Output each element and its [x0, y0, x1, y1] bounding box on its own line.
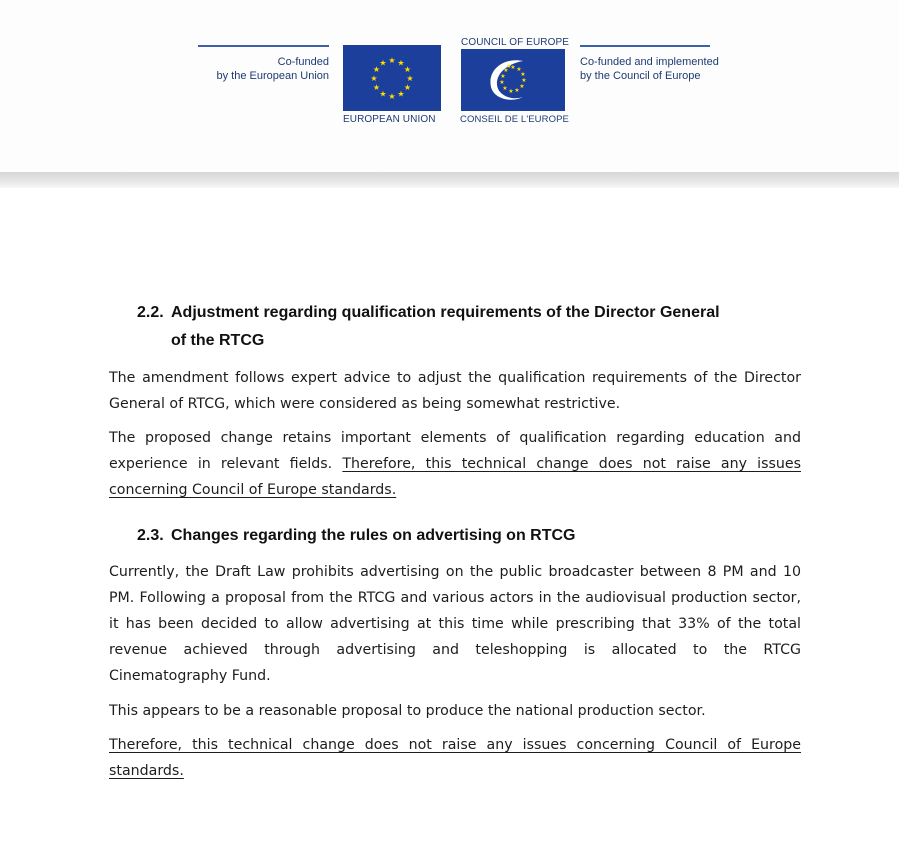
underlined-conclusion: Therefore, this technical change does not raise any issues concerning Council of Europe standards.: [109, 737, 801, 779]
paragraph: The amendment follows expert advice to adjust the qualification requirements of the Director General of RTCG, which were considered as being somewhat restrictive.: [109, 370, 801, 412]
svg-text:★: ★: [397, 89, 405, 99]
svg-text:★: ★: [510, 64, 516, 71]
paragraph-text: The proposed change retains important elements of qualification regarding education and experience in relevant fields.: [109, 430, 801, 472]
coe-cofund-text: [580, 55, 760, 83]
svg-text:★: ★: [521, 77, 527, 84]
svg-text:★: ★: [379, 58, 387, 68]
svg-text:★: ★: [388, 56, 396, 65]
svg-text:★: ★: [403, 83, 412, 92]
section-title-line1: Adjustment regarding qualification requirements of the Director General: [171, 304, 720, 321]
svg-text:★: ★: [503, 67, 509, 74]
paragraph: [109, 425, 801, 503]
coe-logo: [461, 49, 565, 111]
header-page: [0, 0, 899, 172]
section-2-2-heading: [137, 299, 805, 355]
svg-text:★: ★: [520, 71, 526, 78]
svg-text:★: ★: [506, 63, 512, 70]
svg-text:★: ★: [372, 65, 381, 74]
eu-cofund-line2: by the European Union: [216, 70, 329, 82]
section-title: Changes regarding the rules on advertising on RTCG: [171, 527, 576, 544]
coe-bottom-caption: CONSEIL DE L'EUROPE: [460, 114, 569, 125]
svg-text:★: ★: [508, 88, 514, 95]
coe-cofund-line1: Co-funded and implemented: [580, 56, 719, 68]
section-2-3-heading: [137, 522, 805, 550]
paragraph: Currently, the Draft Law prohibits advertising on the public broadcaster between 8 PM and 10 PM. Following a proposal from the RTCG and various actors in the audiovisual production sector, it has been decided to allow advertising at this time while prescribing that 33% of the total revenue achieved through advertising and teleshopping is allocated to the RTCG Cinematography Fund.: [109, 564, 801, 684]
svg-text:★: ★: [514, 87, 520, 94]
coe-emblem-icon: [461, 49, 565, 111]
svg-text:★: ★: [502, 85, 508, 92]
svg-text:★: ★: [406, 74, 414, 83]
svg-text:★: ★: [500, 73, 506, 80]
eu-flag-logo: [343, 45, 441, 111]
underlined-conclusion: Therefore, this technical change does not raise any issues concerning Council of Europe standards.: [109, 456, 801, 498]
section-number: 2.2.: [137, 304, 164, 321]
svg-text:★: ★: [379, 89, 387, 99]
page-separator: [0, 172, 899, 188]
coe-cofund-line2: by the Council of Europe: [580, 70, 701, 82]
svg-text:★: ★: [397, 58, 405, 68]
svg-text:★: ★: [516, 66, 522, 73]
svg-text:★: ★: [370, 74, 378, 83]
svg-text:★: ★: [403, 65, 412, 74]
left-rule: [198, 45, 329, 47]
svg-text:★: ★: [372, 83, 381, 92]
paragraph: This appears to be a reasonable proposal to produce the national production sector.: [109, 703, 706, 719]
svg-text:★: ★: [499, 79, 505, 86]
eu-cofund-line1: Co-funded: [277, 56, 329, 68]
eu-cofund-text: [198, 55, 329, 83]
eu-logo-caption: EUROPEAN UNION: [343, 114, 436, 125]
coe-top-caption: COUNCIL OF EUROPE: [461, 37, 570, 48]
svg-text:★: ★: [519, 83, 525, 90]
section-title-line2: of the RTCG: [171, 332, 265, 349]
eu-stars-icon: [343, 45, 441, 111]
section-number: 2.3.: [137, 527, 164, 544]
right-rule: [580, 45, 710, 47]
svg-text:★: ★: [388, 92, 396, 101]
